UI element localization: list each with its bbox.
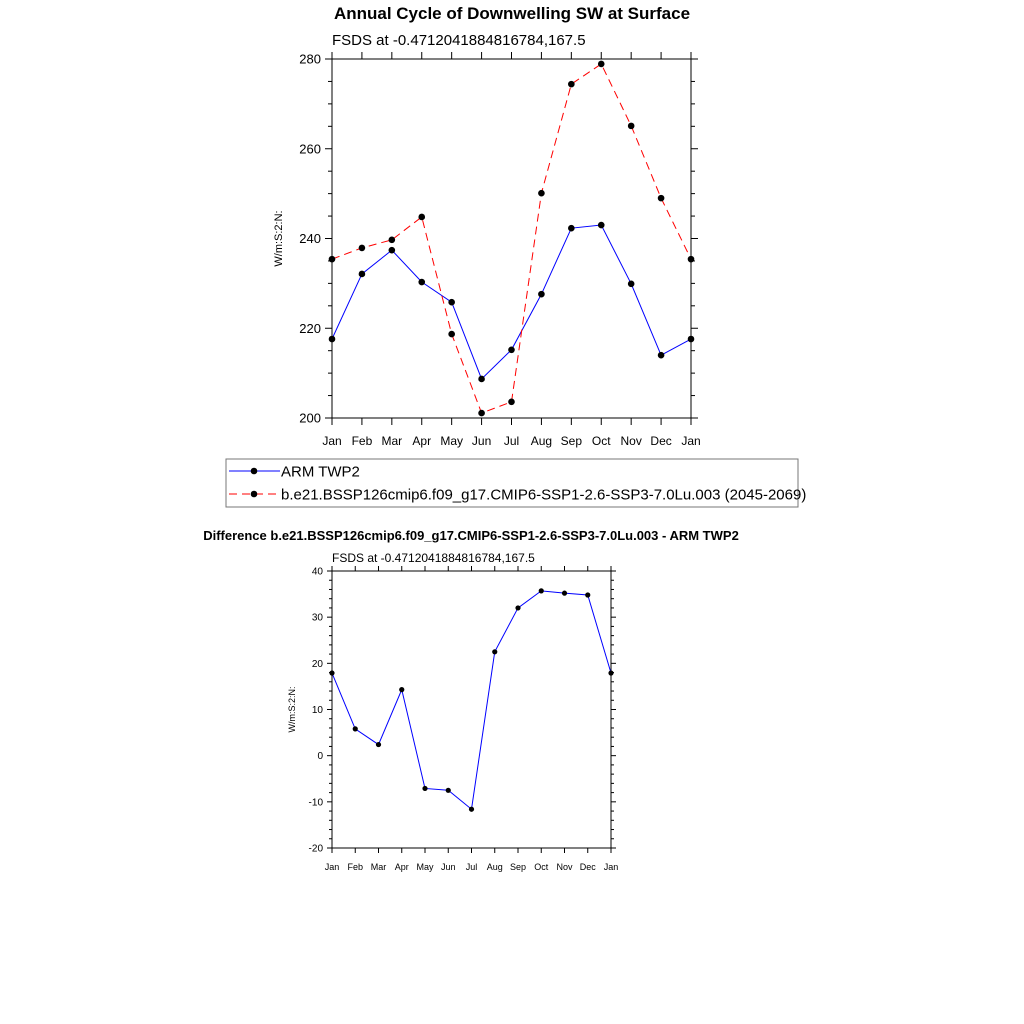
data-point (478, 410, 485, 417)
data-point (658, 195, 665, 202)
x-tick-label: May (440, 434, 464, 448)
y-tick-label: -20 (308, 843, 323, 855)
chart-subtitle: FSDS at -0.4712041884816784,167.5 (332, 32, 586, 49)
data-point (628, 123, 635, 130)
data-point (515, 605, 520, 610)
y-tick-label: -10 (308, 797, 323, 809)
data-point (329, 256, 336, 263)
data-point (508, 346, 515, 353)
plot-frame (332, 59, 691, 418)
chart-subtitle: FSDS at -0.4712041884816784,167.5 (332, 551, 535, 565)
series-line-0 (332, 225, 691, 379)
data-point (329, 670, 334, 675)
x-tick-label: Dec (650, 434, 672, 448)
data-point (389, 237, 396, 244)
data-point (359, 271, 366, 278)
y-axis-label: W/m:S:2:N: (287, 686, 297, 733)
series-line-1 (332, 64, 691, 413)
x-tick-label: Feb (347, 862, 364, 872)
x-tick-label: Jun (440, 862, 456, 872)
data-point (598, 222, 605, 229)
y-tick-label: 200 (299, 410, 321, 426)
x-tick-label: Oct (591, 434, 611, 448)
data-point (568, 81, 575, 88)
x-tick-label: Feb (351, 434, 373, 448)
data-point (562, 591, 567, 596)
x-tick-label: Sep (560, 434, 583, 448)
x-tick-label: Apr (412, 434, 432, 448)
data-point (376, 742, 381, 747)
data-point (568, 225, 575, 232)
data-point (418, 214, 425, 221)
y-tick-label: 20 (311, 658, 323, 670)
y-tick-label: 240 (299, 231, 321, 247)
y-tick-label: 0 (317, 751, 323, 763)
data-point (422, 786, 427, 791)
x-tick-label: Jan (681, 434, 701, 448)
data-point (608, 670, 613, 675)
x-tick-label: Dec (579, 862, 596, 872)
data-point (399, 687, 404, 692)
x-tick-label: Aug (530, 434, 553, 448)
x-tick-label: Oct (534, 862, 549, 872)
x-tick-label: Aug (486, 862, 503, 872)
data-point (478, 376, 485, 383)
y-tick-label: 40 (311, 566, 323, 578)
legend-swatch-marker (251, 491, 258, 498)
y-tick-label: 30 (311, 612, 323, 624)
data-point (418, 279, 425, 286)
x-tick-label: Nov (620, 434, 642, 448)
y-tick-label: 220 (299, 320, 321, 336)
x-tick-label: Mar (370, 862, 387, 872)
y-tick-label: 260 (299, 141, 321, 157)
data-point (688, 256, 695, 263)
x-tick-label: Apr (394, 862, 409, 872)
data-point (353, 726, 358, 731)
y-axis-label: W/m:S:2:N: (273, 210, 285, 267)
y-tick-label: 280 (299, 51, 321, 67)
data-point (658, 352, 665, 359)
legend-label: b.e21.BSSP126cmip6.f09_g17.CMIP6-SSP1-2.6-SSP3-7.0Lu.003 (2045-2069) (281, 486, 807, 504)
x-tick-label: May (416, 862, 434, 872)
data-point (539, 588, 544, 593)
x-tick-label: Nov (556, 862, 573, 872)
data-point (508, 399, 515, 406)
data-point (329, 336, 336, 343)
data-point (469, 807, 474, 812)
data-point (492, 649, 497, 654)
data-point (448, 331, 455, 338)
x-tick-label: Jan (603, 862, 619, 872)
x-tick-label: Jun (471, 434, 492, 448)
data-point (359, 245, 366, 252)
x-tick-label: Sep (509, 862, 527, 872)
x-tick-label: Jul (503, 434, 520, 448)
data-point (448, 299, 455, 306)
x-tick-label: Jan (324, 862, 340, 872)
data-point (389, 247, 396, 254)
x-tick-label: Jan (322, 434, 342, 448)
data-point (628, 281, 635, 288)
chart-title: Annual Cycle of Downwelling SW at Surface (333, 4, 691, 23)
series-line-0 (332, 591, 611, 809)
legend-label: ARM TWP2 (281, 463, 360, 481)
x-tick-label: Mar (381, 434, 403, 448)
data-point (688, 336, 695, 343)
data-point (446, 788, 451, 793)
data-point (538, 190, 545, 197)
data-point (538, 291, 545, 298)
data-point (598, 61, 605, 68)
chart-title: Difference b.e21.BSSP126cmip6.f09_g17.CMIP6-SSP1-2.6-SSP3-7.0Lu.003 - ARM TWP2 (203, 528, 739, 543)
y-tick-label: 10 (311, 705, 323, 716)
legend-swatch-marker (251, 468, 258, 475)
data-point (585, 592, 590, 597)
x-tick-label: Jul (465, 862, 478, 872)
